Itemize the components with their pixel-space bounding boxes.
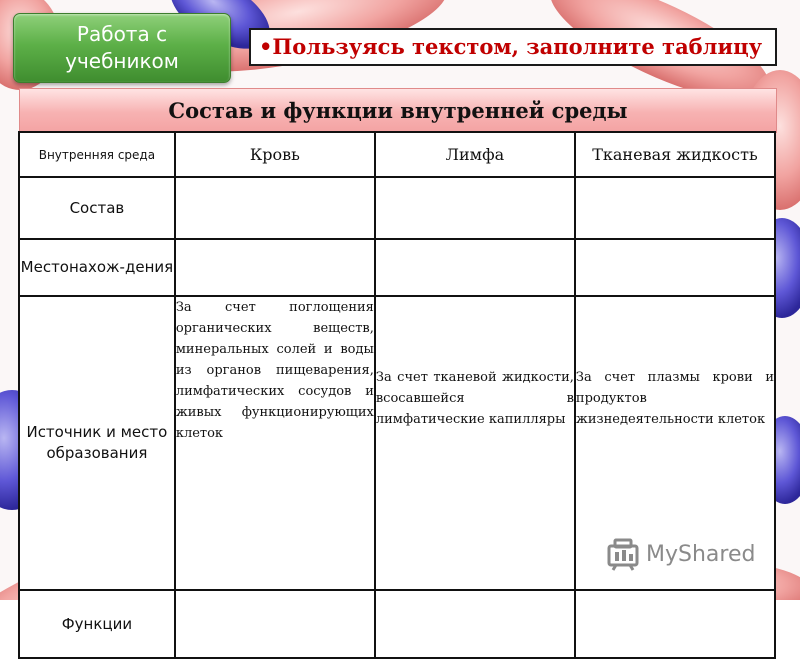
badge-line-1: Работа с: [76, 22, 168, 46]
column-header-blood: Кровь: [175, 132, 375, 177]
table-row-location: [19, 239, 775, 296]
table-title: Состав и функции внутренней среды: [19, 88, 777, 133]
table-row-functions: [19, 590, 775, 658]
table-cell-blood-source: За счет поглощения органических веществ, минеральных солей и воды из органов пищеварения, лимфатических сосудов и живых функционирующих клеток: [175, 296, 375, 590]
myshared-watermark: [606, 536, 755, 572]
table-cell: [575, 590, 775, 658]
row-header-source: Источник и место образования: [19, 296, 175, 590]
table-cell: [175, 590, 375, 658]
table-cell: [175, 177, 375, 239]
table-cell: [375, 239, 575, 296]
column-header-lymph: Лимфа: [375, 132, 575, 177]
table-row-composition: [19, 177, 775, 239]
watermark-text: MyShared: [646, 541, 756, 567]
table-cell-lymph-source: За счет тканевой жидкости, всосавшейся в лимфатические капилляры: [375, 296, 575, 590]
internal-environment-table: [18, 131, 776, 659]
table-cell: [175, 239, 375, 296]
table-header-row: [19, 132, 775, 177]
table-cell: [375, 590, 575, 658]
row-header-functions: Функции: [19, 590, 175, 658]
corner-header: Внутренняя среда: [19, 132, 175, 177]
myshared-logo-icon: [606, 537, 642, 571]
textbook-work-badge: [13, 13, 231, 83]
row-header-composition: Состав: [19, 177, 175, 239]
table-cell: [375, 177, 575, 239]
badge-line-2: учебником: [65, 49, 179, 73]
instruction-box: •Пользуясь текстом, заполните таблицу: [249, 28, 777, 66]
table-cell: [575, 177, 775, 239]
row-header-location: Местонахож-дения: [19, 239, 175, 296]
column-header-tissue-fluid: Тканевая жидкость: [575, 132, 775, 177]
table-cell-tissue-fluid-source: За счет плазмы крови и продуктов жизнедеятельности клеток: [575, 296, 775, 590]
table-cell: [575, 239, 775, 296]
